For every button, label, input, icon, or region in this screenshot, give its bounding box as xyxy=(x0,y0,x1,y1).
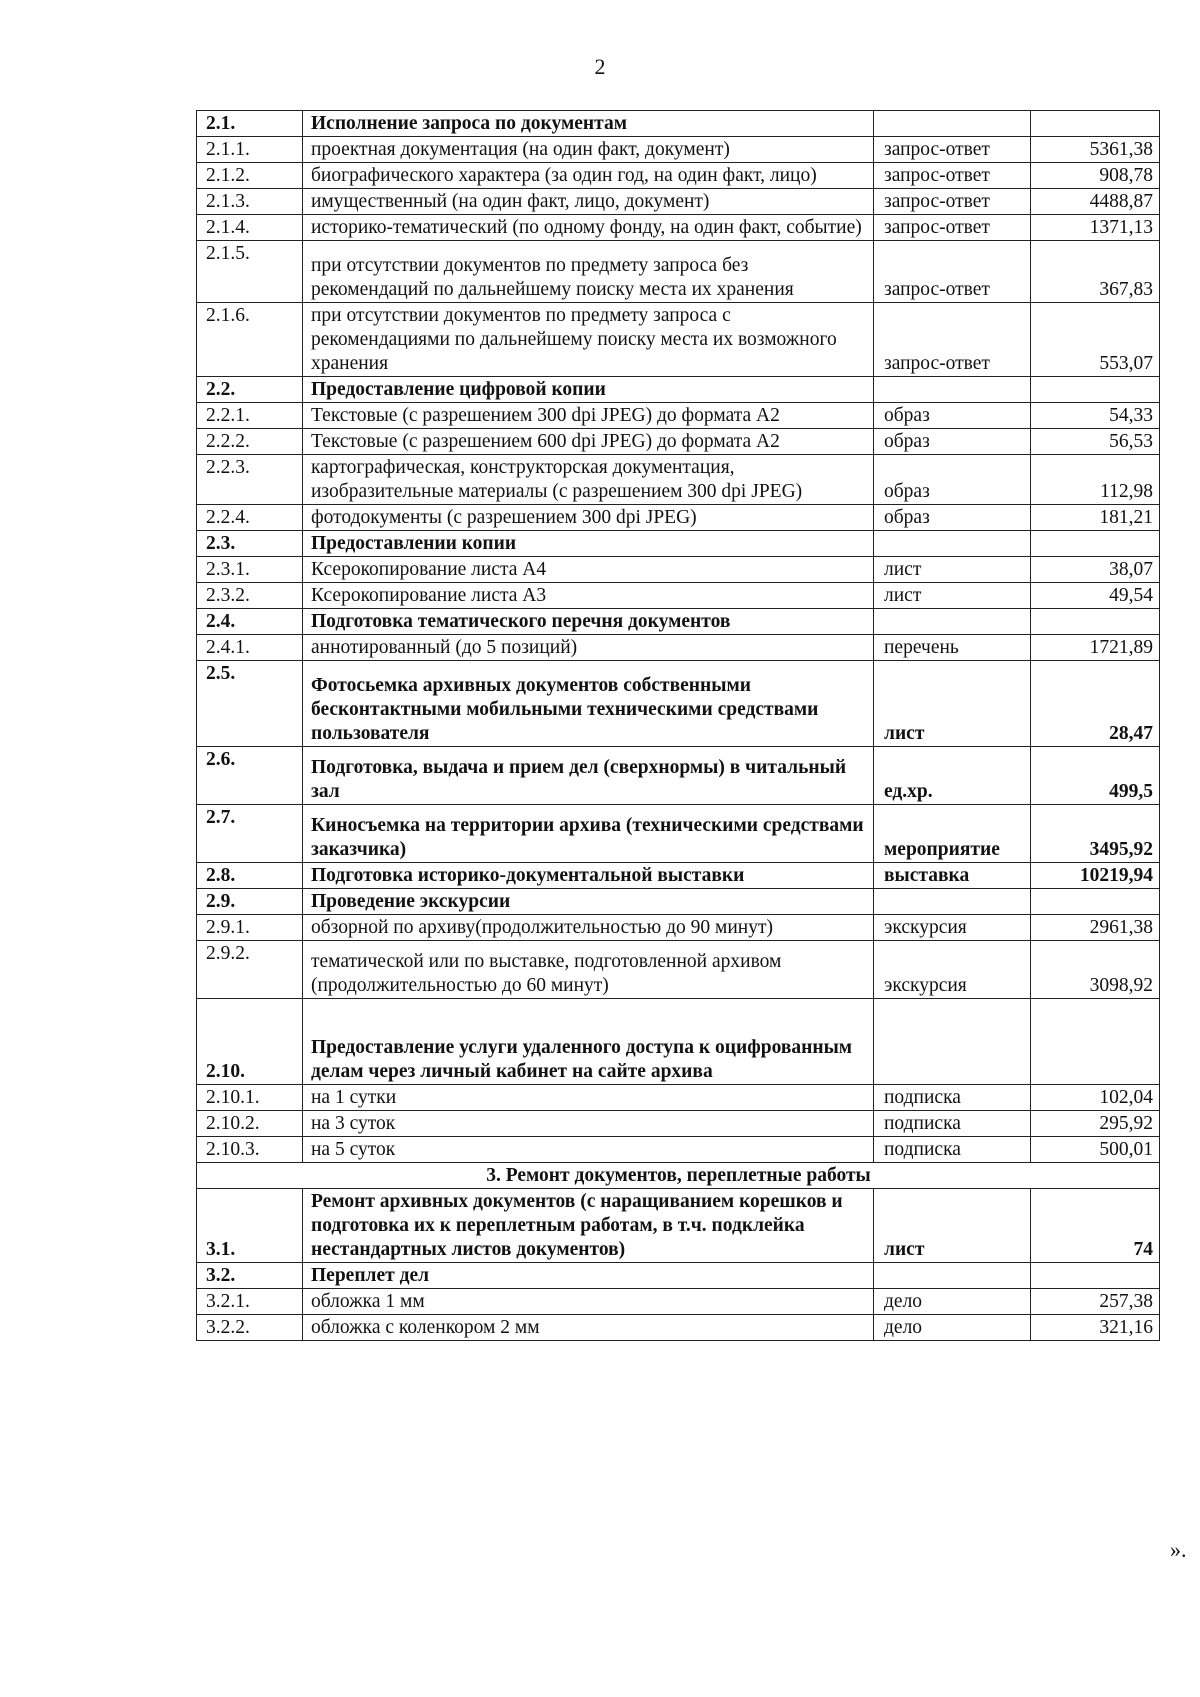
tariff-table xyxy=(196,110,1160,1341)
unit-of-measure: дело xyxy=(874,1315,1031,1341)
table-row xyxy=(197,377,1160,403)
row-number: 2.3. xyxy=(197,531,303,557)
table-row xyxy=(197,163,1160,189)
row-number: 3.2.2. xyxy=(197,1315,303,1341)
price-value: 38,07 xyxy=(1031,557,1160,583)
unit-of-measure: лист xyxy=(874,557,1031,583)
unit-of-measure xyxy=(874,531,1031,557)
unit-of-measure: лист xyxy=(874,1189,1031,1263)
service-name: обложка с коленкором 2 мм xyxy=(303,1315,874,1341)
table-row xyxy=(197,583,1160,609)
unit-of-measure: ед.хр. xyxy=(874,747,1031,805)
service-name: Переплет дел xyxy=(303,1263,874,1289)
row-number: 2.1.3. xyxy=(197,189,303,215)
row-number: 2.1.6. xyxy=(197,303,303,377)
unit-of-measure: запрос-ответ xyxy=(874,163,1031,189)
row-number: 3.2. xyxy=(197,1263,303,1289)
table-row xyxy=(197,1189,1160,1263)
price-value xyxy=(1031,1263,1160,1289)
row-number: 2.2. xyxy=(197,377,303,403)
price-value: 499,5 xyxy=(1031,747,1160,805)
row-number: 2.10.1. xyxy=(197,1085,303,1111)
row-number: 2.2.2. xyxy=(197,429,303,455)
service-name: тематической или по выставке, подготовленной архивом (продолжительностью до 60 минут) xyxy=(303,941,874,999)
table-row xyxy=(197,805,1160,863)
row-number: 2.10. xyxy=(197,999,303,1085)
unit-of-measure: образ xyxy=(874,455,1031,505)
service-name: Фотосьемка архивных документов собственными бесконтактными мобильными техническими средствами пользователя xyxy=(303,661,874,747)
service-name: Текстовые (с разрешением 300 dpi JPEG) до формата А2 xyxy=(303,403,874,429)
service-name: Проведение экскурсии xyxy=(303,889,874,915)
service-name: Подготовка тематического перечня документов xyxy=(303,609,874,635)
unit-of-measure: лист xyxy=(874,583,1031,609)
price-value: 367,83 xyxy=(1031,241,1160,303)
unit-of-measure xyxy=(874,889,1031,915)
row-number: 2.10.3. xyxy=(197,1137,303,1163)
price-value xyxy=(1031,111,1160,137)
row-number: 2.10.2. xyxy=(197,1111,303,1137)
table-row xyxy=(197,189,1160,215)
unit-of-measure: лист xyxy=(874,661,1031,747)
unit-of-measure: образ xyxy=(874,403,1031,429)
service-name: на 1 сутки xyxy=(303,1085,874,1111)
service-name: Ксерокопирование листа А3 xyxy=(303,583,874,609)
section-heading-row xyxy=(197,1163,1160,1189)
price-value: 28,47 xyxy=(1031,661,1160,747)
table-row xyxy=(197,137,1160,163)
row-number: 2.5. xyxy=(197,661,303,747)
service-name: биографического характера (за один год, на один факт, лицо) xyxy=(303,163,874,189)
service-name: Исполнение запроса по документам xyxy=(303,111,874,137)
page-number: 2 xyxy=(594,54,606,79)
tariff-table-body xyxy=(197,111,1160,1341)
unit-of-measure: выставка xyxy=(874,863,1031,889)
row-number: 2.1.1. xyxy=(197,137,303,163)
table-row xyxy=(197,429,1160,455)
unit-of-measure: запрос-ответ xyxy=(874,189,1031,215)
service-name: картографическая, конструкторская документация, изобразительные материалы (с разрешением 300 dpi JPEG) xyxy=(303,455,874,505)
price-value xyxy=(1031,999,1160,1085)
unit-of-measure: образ xyxy=(874,429,1031,455)
price-value: 56,53 xyxy=(1031,429,1160,455)
price-value: 10219,94 xyxy=(1031,863,1160,889)
service-name: Киносъемка на территории архива (техническими средствами заказчика) xyxy=(303,805,874,863)
unit-of-measure xyxy=(874,1263,1031,1289)
row-number: 2.3.2. xyxy=(197,583,303,609)
table-row xyxy=(197,505,1160,531)
table-row xyxy=(197,1111,1160,1137)
row-number: 2.4. xyxy=(197,609,303,635)
unit-of-measure: дело xyxy=(874,1289,1031,1315)
table-row xyxy=(197,303,1160,377)
price-value xyxy=(1031,889,1160,915)
table-row xyxy=(197,1137,1160,1163)
price-value: 3495,92 xyxy=(1031,805,1160,863)
service-name: аннотированный (до 5 позиций) xyxy=(303,635,874,661)
table-row xyxy=(197,1289,1160,1315)
row-number: 2.9.2. xyxy=(197,941,303,999)
table-row xyxy=(197,635,1160,661)
unit-of-measure: экскурсия xyxy=(874,941,1031,999)
unit-of-measure: запрос-ответ xyxy=(874,303,1031,377)
table-row xyxy=(197,999,1160,1085)
price-value: 112,98 xyxy=(1031,455,1160,505)
service-name: фотодокументы (с разрешением 300 dpi JPEG) xyxy=(303,505,874,531)
price-value: 500,01 xyxy=(1031,1137,1160,1163)
unit-of-measure xyxy=(874,609,1031,635)
row-number: 2.6. xyxy=(197,747,303,805)
table-row xyxy=(197,215,1160,241)
service-name: на 3 суток xyxy=(303,1111,874,1137)
price-value: 49,54 xyxy=(1031,583,1160,609)
price-value xyxy=(1031,377,1160,403)
section-title: 3. Ремонт документов, переплетные работы xyxy=(197,1163,1160,1189)
row-number: 3.2.1. xyxy=(197,1289,303,1315)
price-value: 257,38 xyxy=(1031,1289,1160,1315)
table-row xyxy=(197,455,1160,505)
table-row xyxy=(197,403,1160,429)
unit-of-measure: экскурсия xyxy=(874,915,1031,941)
row-number: 2.2.3. xyxy=(197,455,303,505)
service-name: историко-тематический (по одному фонду, на один факт, событие) xyxy=(303,215,874,241)
price-value: 74 xyxy=(1031,1189,1160,1263)
price-value: 553,07 xyxy=(1031,303,1160,377)
row-number: 2.3.1. xyxy=(197,557,303,583)
price-value xyxy=(1031,531,1160,557)
price-value: 102,04 xyxy=(1031,1085,1160,1111)
unit-of-measure: мероприятие xyxy=(874,805,1031,863)
service-name: проектная документация (на один факт, документ) xyxy=(303,137,874,163)
service-name: Предоставлении копии xyxy=(303,531,874,557)
price-value: 4488,87 xyxy=(1031,189,1160,215)
table-row xyxy=(197,241,1160,303)
table-row xyxy=(197,1263,1160,1289)
closing-quote-mark: ». xyxy=(1170,1537,1187,1562)
table-row xyxy=(197,111,1160,137)
service-name: Предоставление услуги удаленного доступа к оцифрованным делам через личный кабинет на сайте архива xyxy=(303,999,874,1085)
unit-of-measure xyxy=(874,111,1031,137)
price-value: 908,78 xyxy=(1031,163,1160,189)
price-value: 1721,89 xyxy=(1031,635,1160,661)
row-number: 2.7. xyxy=(197,805,303,863)
table-row xyxy=(197,1315,1160,1341)
row-number: 2.1.4. xyxy=(197,215,303,241)
unit-of-measure: запрос-ответ xyxy=(874,137,1031,163)
service-name: обложка 1 мм xyxy=(303,1289,874,1315)
unit-of-measure: образ xyxy=(874,505,1031,531)
row-number: 2.1.2. xyxy=(197,163,303,189)
service-name: Подготовка историко-документальной выставки xyxy=(303,863,874,889)
table-row xyxy=(197,915,1160,941)
row-number: 2.4.1. xyxy=(197,635,303,661)
unit-of-measure xyxy=(874,377,1031,403)
price-value xyxy=(1031,609,1160,635)
price-value: 2961,38 xyxy=(1031,915,1160,941)
price-value: 321,16 xyxy=(1031,1315,1160,1341)
service-name: Подготовка, выдача и прием дел (сверхнормы) в читальный зал xyxy=(303,747,874,805)
unit-of-measure: перечень xyxy=(874,635,1031,661)
row-number: 2.8. xyxy=(197,863,303,889)
row-number: 2.9. xyxy=(197,889,303,915)
price-value: 54,33 xyxy=(1031,403,1160,429)
table-row xyxy=(197,1085,1160,1111)
price-value: 295,92 xyxy=(1031,1111,1160,1137)
service-name: при отсутствии документов по предмету запроса без рекомендаций по дальнейшему поиску места их хранения xyxy=(303,241,874,303)
row-number: 2.1. xyxy=(197,111,303,137)
table-row xyxy=(197,863,1160,889)
service-name: на 5 суток xyxy=(303,1137,874,1163)
service-name: при отсутствии документов по предмету запроса с рекомендациями по дальнейшему поиску места их возможного хранения xyxy=(303,303,874,377)
row-number: 2.9.1. xyxy=(197,915,303,941)
service-name: обзорной по архиву(продолжительностью до 90 минут) xyxy=(303,915,874,941)
service-name: Предоставление цифровой копии xyxy=(303,377,874,403)
table-row xyxy=(197,941,1160,999)
service-name: Ксерокопирование листа А4 xyxy=(303,557,874,583)
unit-of-measure: подписка xyxy=(874,1137,1031,1163)
table-row xyxy=(197,889,1160,915)
row-number: 2.2.1. xyxy=(197,403,303,429)
table-row xyxy=(197,661,1160,747)
unit-of-measure: запрос-ответ xyxy=(874,215,1031,241)
table-row xyxy=(197,609,1160,635)
price-value: 5361,38 xyxy=(1031,137,1160,163)
table-row xyxy=(197,747,1160,805)
unit-of-measure: запрос-ответ xyxy=(874,241,1031,303)
row-number: 3.1. xyxy=(197,1189,303,1263)
service-name: Ремонт архивных документов (с наращиванием корешков и подготовка их к переплетным работам, в т.ч. подклейка нестандартных листов документов) xyxy=(303,1189,874,1263)
row-number: 2.2.4. xyxy=(197,505,303,531)
table-row xyxy=(197,531,1160,557)
price-value: 1371,13 xyxy=(1031,215,1160,241)
service-name: Текстовые (с разрешением 600 dpi JPEG) до формата А2 xyxy=(303,429,874,455)
price-value: 3098,92 xyxy=(1031,941,1160,999)
service-name: имущественный (на один факт, лицо, документ) xyxy=(303,189,874,215)
unit-of-measure: подписка xyxy=(874,1085,1031,1111)
unit-of-measure: подписка xyxy=(874,1111,1031,1137)
row-number: 2.1.5. xyxy=(197,241,303,303)
unit-of-measure xyxy=(874,999,1031,1085)
table-row xyxy=(197,557,1160,583)
price-value: 181,21 xyxy=(1031,505,1160,531)
